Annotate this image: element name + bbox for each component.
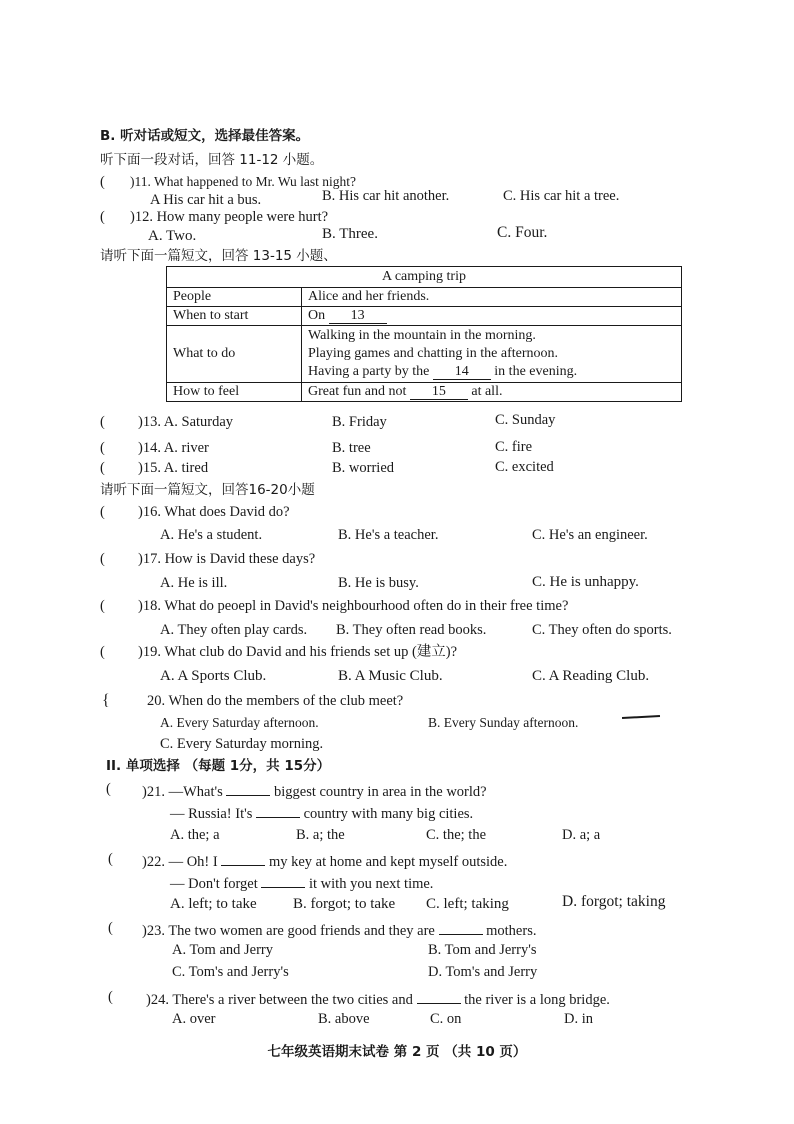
table-label-what: What to do bbox=[167, 326, 302, 383]
answer-paren: ( bbox=[100, 644, 105, 660]
question-14-option-c: C. fire bbox=[495, 439, 533, 455]
question-15-option-a: )15. A. tired bbox=[138, 460, 209, 476]
question-21-stem-post: biggest country in area in the world? bbox=[273, 784, 487, 800]
question-22-stem-post: my key at home and kept myself outside. bbox=[268, 854, 508, 870]
answer-paren: ( bbox=[100, 598, 105, 614]
question-23-option-b: B. Tom and Jerry's bbox=[428, 942, 537, 958]
question-16-option-c: C. He's an engineer. bbox=[532, 527, 648, 543]
question-22-stem bbox=[142, 850, 507, 871]
question-19-stem: )19. What club do David and his friends set up (建立)? bbox=[138, 644, 458, 660]
table-value-what bbox=[302, 326, 682, 383]
activity-evening-post: in the evening. bbox=[494, 364, 578, 379]
table-label-people: People bbox=[167, 288, 302, 307]
table-label-when: When to start bbox=[167, 307, 302, 326]
question-21-stem-pre: )21. —What's bbox=[142, 784, 223, 800]
question-13-option-b: B. Friday bbox=[332, 414, 387, 430]
question-21-stem bbox=[142, 780, 487, 801]
section-b-intro: 听下面一段对话，回答 11-12 小题。 bbox=[100, 152, 324, 168]
question-19-option-a: A. A Sports Club. bbox=[160, 668, 267, 684]
question-23-stem-post: mothers. bbox=[486, 923, 537, 939]
question-24-stem-pre: )24. There's a river between the two cities and bbox=[146, 992, 413, 1008]
question-16-option-b: B. He's a teacher. bbox=[338, 527, 439, 543]
question-19-option-c: C. A Reading Club. bbox=[532, 668, 650, 684]
answer-blank bbox=[417, 988, 461, 1004]
question-21-option-b: B. a; the bbox=[296, 827, 345, 843]
answer-paren: ( bbox=[100, 414, 105, 430]
when-prefix: On bbox=[308, 308, 326, 323]
table-label-feel: How to feel bbox=[167, 383, 302, 402]
question-24-option-a: A. over bbox=[172, 1011, 216, 1027]
question-15-option-b: B. worried bbox=[332, 460, 395, 476]
question-11-stem: )11. What happened to Mr. Wu last night? bbox=[130, 174, 357, 189]
answer-blank bbox=[439, 919, 483, 935]
activity-evening bbox=[308, 363, 675, 381]
feel-post: at all. bbox=[471, 384, 503, 399]
question-24-option-b: B. above bbox=[318, 1011, 370, 1027]
answer-paren: ( bbox=[106, 781, 111, 797]
question-21-line2-pre: — Russia! It's bbox=[170, 806, 253, 822]
activity-evening-pre: Having a party by the bbox=[308, 364, 430, 379]
question-22-line2-pre: — Don't forget bbox=[170, 876, 258, 892]
question-18-option-c: C. They often do sports. bbox=[532, 622, 672, 638]
question-21-line2 bbox=[170, 802, 473, 823]
question-17-option-b: B. He is busy. bbox=[338, 575, 419, 591]
section-b-heading: B. 听对话或短文，选择最佳答案。 bbox=[100, 128, 310, 144]
question-11-option-b: B. His car hit another. bbox=[322, 188, 450, 204]
question-24-option-d: D. in bbox=[564, 1011, 593, 1027]
answer-paren: { bbox=[102, 692, 110, 709]
activity-morning: Walking in the mountain in the morning. bbox=[308, 328, 536, 343]
question-16-option-a: A. He's a student. bbox=[160, 527, 263, 543]
question-21-option-c: C. the; the bbox=[426, 827, 487, 843]
table-title: A camping trip bbox=[167, 267, 682, 288]
page-footer: 七年级英语期末试卷 第 2 页 （共 10 页） bbox=[267, 1044, 527, 1060]
question-23-option-a: A. Tom and Jerry bbox=[172, 942, 274, 958]
question-12-option-b: B. Three. bbox=[322, 226, 378, 242]
question-17-option-a: A. He is ill. bbox=[160, 575, 228, 591]
question-23-option-c: C. Tom's and Jerry's bbox=[172, 964, 289, 980]
question-22-stem-pre: )22. — Oh! I bbox=[142, 854, 218, 870]
answer-paren: ( bbox=[100, 460, 105, 476]
feel-pre: Great fun and not bbox=[308, 384, 407, 399]
question-14-option-b: B. tree bbox=[332, 440, 371, 456]
question-23-option-d: D. Tom's and Jerry bbox=[428, 964, 538, 980]
question-18-stem: )18. What do peoepl in David's neighbourhood often do in their free time? bbox=[138, 598, 569, 614]
answer-blank bbox=[226, 780, 270, 796]
question-23-stem bbox=[142, 919, 536, 940]
answer-paren: ( bbox=[100, 440, 105, 456]
answer-paren: ( bbox=[100, 174, 105, 190]
question-22-line2-post: it with you next time. bbox=[308, 876, 434, 892]
question-21-line2-post: country with many big cities. bbox=[303, 806, 474, 822]
activity-afternoon: Playing games and chatting in the afternoon. bbox=[308, 346, 558, 361]
camping-trip-table bbox=[166, 266, 682, 402]
question-20-option-b: B. Every Sunday afternoon. bbox=[428, 715, 579, 730]
blank-15: 15 bbox=[410, 384, 468, 400]
question-22-option-d: D. forgot; taking bbox=[562, 893, 666, 910]
answer-blank bbox=[256, 802, 300, 818]
question-12-option-c: C. Four. bbox=[497, 224, 548, 241]
question-21-option-a: A. the; a bbox=[170, 827, 220, 843]
blank-13: 13 bbox=[329, 308, 387, 324]
question-12-stem: )12. How many people were hurt? bbox=[130, 209, 329, 225]
answer-blank bbox=[261, 872, 305, 888]
question-12-option-a: A. Two. bbox=[148, 228, 197, 244]
question-16-stem: )16. What does David do? bbox=[138, 504, 290, 520]
listening-intro-16-20: 请听下面一篇短文，回答16-20小题 bbox=[100, 482, 315, 498]
question-24-stem bbox=[146, 988, 610, 1009]
question-11-option-a: A His car hit a bus. bbox=[150, 192, 262, 208]
question-21-option-d: D. a; a bbox=[562, 827, 601, 843]
table-value-feel bbox=[302, 383, 682, 402]
question-22-option-a: A. left; to take bbox=[170, 896, 257, 912]
question-15-option-c: C. excited bbox=[495, 459, 554, 475]
question-24-option-c: C. on bbox=[430, 1011, 462, 1027]
listening-intro-13-15: 请听下面一篇短文，回答 13-15 小题、 bbox=[100, 248, 337, 264]
question-13-option-c: C. Sunday bbox=[495, 412, 556, 428]
question-20-option-c: C. Every Saturday morning. bbox=[160, 736, 324, 752]
answer-blank bbox=[221, 850, 265, 866]
question-11-option-c: C. His car hit a tree. bbox=[503, 188, 620, 204]
table-value-people: Alice and her friends. bbox=[302, 288, 682, 307]
question-14-option-a: )14. A. river bbox=[138, 440, 209, 456]
question-19-option-b: B. A Music Club. bbox=[338, 668, 443, 684]
question-24-stem-post: the river is a long bridge. bbox=[464, 992, 610, 1008]
question-22-line2 bbox=[170, 872, 433, 893]
question-18-option-b: B. They often read books. bbox=[336, 622, 487, 638]
table-value-when bbox=[302, 307, 682, 326]
question-17-stem: )17. How is David these days? bbox=[138, 551, 316, 567]
question-20-stem: 20. When do the members of the club meet? bbox=[147, 693, 404, 709]
question-22-option-b: B. forgot; to take bbox=[293, 896, 396, 912]
answer-paren: ( bbox=[108, 920, 113, 936]
question-18-option-a: A. They often play cards. bbox=[160, 622, 308, 638]
answer-paren: ( bbox=[100, 504, 105, 520]
answer-paren: ( bbox=[108, 851, 113, 867]
question-13-option-a: )13. A. Saturday bbox=[138, 414, 234, 430]
question-17-option-c: C. He is unhappy. bbox=[532, 574, 639, 590]
pen-stroke-mark bbox=[622, 715, 660, 719]
answer-paren: ( bbox=[100, 551, 105, 567]
answer-paren: ( bbox=[108, 989, 113, 1005]
question-20-option-a: A. Every Saturday afternoon. bbox=[160, 715, 319, 730]
section-2-heading: II. 单项选择 （每题 1分，共 15分） bbox=[106, 758, 331, 774]
question-22-option-c: C. left; taking bbox=[426, 896, 509, 912]
blank-14: 14 bbox=[433, 364, 491, 380]
answer-paren: ( bbox=[100, 209, 105, 225]
question-23-stem-pre: )23. The two women are good friends and they are bbox=[142, 923, 435, 939]
